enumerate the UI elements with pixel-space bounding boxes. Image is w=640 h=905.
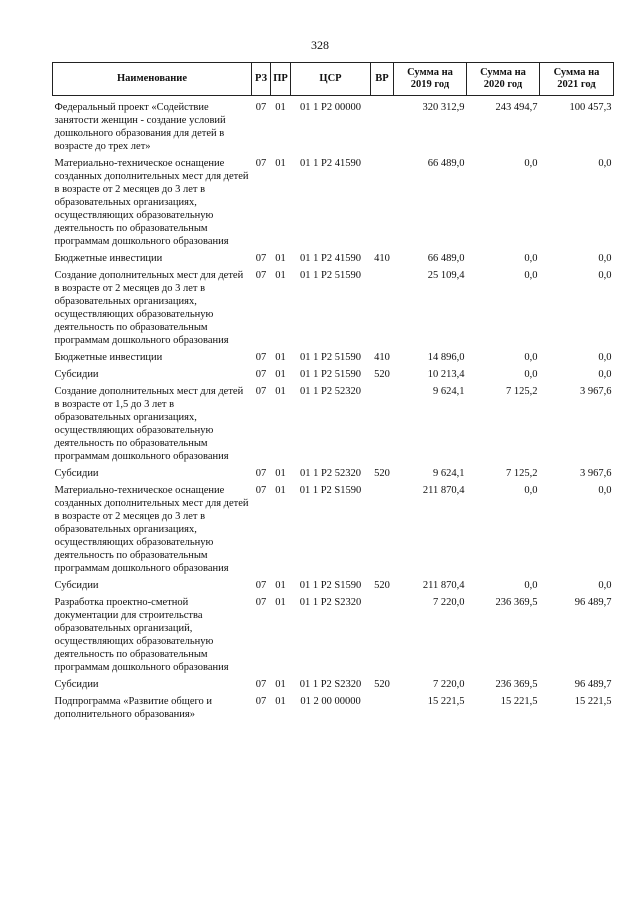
row-sum-2020: 236 369,5 <box>495 679 538 690</box>
header-sum-2020-line2: 2020 год <box>483 79 523 90</box>
row-rz: 07 <box>255 468 267 479</box>
header-sum-2021-line2: 2021 год <box>557 79 596 90</box>
table-row <box>53 349 614 366</box>
row-sum-2020: 15 221,5 <box>500 696 538 707</box>
row-sum-2021: 0,0 <box>598 352 612 363</box>
row-pr: 01 <box>275 352 286 363</box>
row-pr: 01 <box>275 468 286 479</box>
row-vr: 520 <box>374 580 390 591</box>
table-row <box>53 693 614 723</box>
row-sum-2021: 0,0 <box>598 369 612 380</box>
table-header <box>53 63 614 100</box>
row-csr: 01 1 P2 52320 <box>300 386 361 397</box>
row-pr: 01 <box>275 270 286 281</box>
row-sum-2020: 0,0 <box>524 158 538 169</box>
row-rz: 07 <box>255 386 267 397</box>
row-sum-2021: 0,0 <box>598 580 612 591</box>
row-csr: 01 1 P2 51590 <box>300 369 361 380</box>
header-rz: РЗ <box>252 63 271 96</box>
row-rz: 07 <box>255 253 267 264</box>
row-sum-2019: 10 213,4 <box>427 369 465 380</box>
table-row <box>53 594 614 676</box>
header-vr: ВР <box>371 63 394 96</box>
row-rz: 07 <box>255 580 267 591</box>
row-sum-2021: 0,0 <box>598 253 612 264</box>
row-pr: 01 <box>275 696 286 707</box>
row-vr: 520 <box>374 369 390 380</box>
row-csr: 01 1 P2 52320 <box>300 468 361 479</box>
row-name: Бюджетные инвестиции <box>54 352 163 363</box>
row-vr <box>371 383 394 465</box>
row-csr: 01 1 P2 41590 <box>300 158 361 169</box>
page-number: 328 <box>311 38 329 52</box>
table-row <box>53 267 614 349</box>
row-name: Создание дополнительных мест для детей в возрасте от 1,5 до 3 лет в образовательных организациях, осуществляющих образовательную деятельность по образовательным программам дошкольного образования <box>54 386 244 462</box>
header-csr: ЦСР <box>291 63 371 96</box>
row-sum-2021: 0,0 <box>598 270 612 281</box>
row-rz: 07 <box>255 696 267 707</box>
header-sum-2019-line1: Сумма на <box>407 67 453 78</box>
header-sum-2020 <box>467 63 540 96</box>
row-csr: 01 1 P2 00000 <box>300 102 361 113</box>
row-csr: 01 1 P2 51590 <box>300 270 361 281</box>
row-sum-2019: 7 220,0 <box>433 597 465 608</box>
row-name: Субсидии <box>54 369 99 380</box>
row-sum-2019: 66 489,0 <box>427 158 465 169</box>
row-csr: 01 1 P2 S1590 <box>299 580 362 591</box>
row-vr <box>371 99 394 155</box>
row-sum-2019: 25 109,4 <box>427 270 465 281</box>
table-row <box>53 465 614 482</box>
row-sum-2021: 3 967,6 <box>580 468 612 479</box>
row-rz: 07 <box>255 679 267 690</box>
row-sum-2020: 7 125,2 <box>506 386 538 397</box>
row-csr: 01 1 P2 S1590 <box>299 485 362 496</box>
row-csr: 01 1 P2 S2320 <box>299 679 362 690</box>
row-pr: 01 <box>275 386 286 397</box>
row-sum-2019: 211 870,4 <box>422 485 465 496</box>
row-pr: 01 <box>275 253 286 264</box>
row-pr: 01 <box>275 485 286 496</box>
header-pr: ПР <box>271 63 291 96</box>
row-name: Подпрограмма «Развитие общего и дополнительного образования» <box>54 696 213 720</box>
row-vr <box>371 267 394 349</box>
row-pr: 01 <box>275 158 286 169</box>
row-sum-2019: 320 312,9 <box>422 102 465 113</box>
row-vr: 410 <box>374 352 390 363</box>
row-vr: 520 <box>374 679 390 690</box>
row-sum-2021: 15 221,5 <box>574 696 612 707</box>
row-sum-2020: 7 125,2 <box>506 468 538 479</box>
row-sum-2021: 96 489,7 <box>574 597 612 608</box>
budget-table <box>52 62 614 723</box>
row-sum-2019: 211 870,4 <box>422 580 465 591</box>
row-rz: 07 <box>255 485 267 496</box>
table-row <box>53 99 614 155</box>
header-sum-2020-line1: Сумма на <box>480 67 526 78</box>
row-sum-2021: 96 489,7 <box>574 679 612 690</box>
row-pr: 01 <box>275 679 286 690</box>
row-sum-2020: 236 369,5 <box>495 597 538 608</box>
row-sum-2019: 9 624,1 <box>433 468 465 479</box>
row-pr: 01 <box>275 597 286 608</box>
row-csr: 01 2 00 00000 <box>300 696 361 707</box>
row-rz: 07 <box>255 102 267 113</box>
row-vr <box>371 482 394 577</box>
table-row <box>53 383 614 465</box>
table-row <box>53 577 614 594</box>
row-sum-2020: 0,0 <box>524 369 538 380</box>
row-sum-2020: 243 494,7 <box>495 102 538 113</box>
row-name: Разработка проектно-сметной документации для строительства образовательных организаций, осуществляющих образовательную деятельность по образовательным программам дошкольного образования <box>54 597 229 673</box>
table-body <box>53 99 614 723</box>
row-sum-2019: 9 624,1 <box>433 386 465 397</box>
row-name: Федеральный проект «Содействие занятости женщин - создание условий дошкольного образования для детей в возрасте до трех лет» <box>54 102 226 152</box>
row-pr: 01 <box>275 369 286 380</box>
row-sum-2019: 14 896,0 <box>427 352 465 363</box>
row-sum-2020: 0,0 <box>524 270 538 281</box>
row-sum-2019: 15 221,5 <box>427 696 465 707</box>
row-pr: 01 <box>275 102 286 113</box>
row-csr: 01 1 P2 51590 <box>300 352 361 363</box>
header-sum-2019 <box>394 63 467 96</box>
row-csr: 01 1 P2 41590 <box>300 253 361 264</box>
table-row <box>53 676 614 693</box>
row-sum-2020: 0,0 <box>524 485 538 496</box>
row-name: Субсидии <box>54 580 99 591</box>
row-rz: 07 <box>255 369 267 380</box>
header-sum-2021-line1: Сумма на <box>553 67 600 78</box>
table-row <box>53 250 614 267</box>
row-vr <box>371 693 394 723</box>
table-row <box>53 482 614 577</box>
row-vr <box>371 594 394 676</box>
row-name: Субсидии <box>54 679 99 690</box>
row-csr: 01 1 P2 S2320 <box>299 597 362 608</box>
row-name: Материально-техническое оснащение созданных дополнительных мест для детей в возрасте от 2 месяцев до 3 лет в образовательных организациях, осуществляющих образовательную деятельность по образовательным программам дошкольного образования <box>54 485 249 574</box>
row-sum-2021: 0,0 <box>598 485 612 496</box>
row-vr: 410 <box>374 253 390 264</box>
row-sum-2019: 7 220,0 <box>433 679 465 690</box>
header-sum-2019-line2: 2019 год <box>410 79 450 90</box>
row-sum-2019: 66 489,0 <box>427 253 465 264</box>
row-name: Субсидии <box>54 468 99 479</box>
row-rz: 07 <box>255 597 267 608</box>
row-name: Материально-техническое оснащение созданных дополнительных мест для детей в возрасте от 2 месяцев до 3 лет в образовательных организациях, осуществляющих образовательную деятельность по образовательным программам дошкольного образования <box>54 158 249 247</box>
row-sum-2020: 0,0 <box>524 352 538 363</box>
table-row <box>53 366 614 383</box>
header-sum-2021 <box>540 63 614 96</box>
row-rz: 07 <box>255 352 267 363</box>
header-name: Наименование <box>53 63 252 96</box>
row-rz: 07 <box>255 270 267 281</box>
row-rz: 07 <box>255 158 267 169</box>
row-sum-2021: 3 967,6 <box>580 386 612 397</box>
row-sum-2021: 100 457,3 <box>569 102 612 113</box>
row-pr: 01 <box>275 580 286 591</box>
row-name: Бюджетные инвестиции <box>54 253 163 264</box>
row-sum-2020: 0,0 <box>524 580 538 591</box>
table-row <box>53 155 614 250</box>
row-vr <box>371 155 394 250</box>
row-name: Создание дополнительных мест для детей в возрасте от 2 месяцев до 3 лет в образовательных организациях, осуществляющих образовательную деятельность по образовательным программам дошкольного образования <box>54 270 244 346</box>
row-sum-2020: 0,0 <box>524 253 538 264</box>
row-sum-2021: 0,0 <box>598 158 612 169</box>
row-vr: 520 <box>374 468 390 479</box>
